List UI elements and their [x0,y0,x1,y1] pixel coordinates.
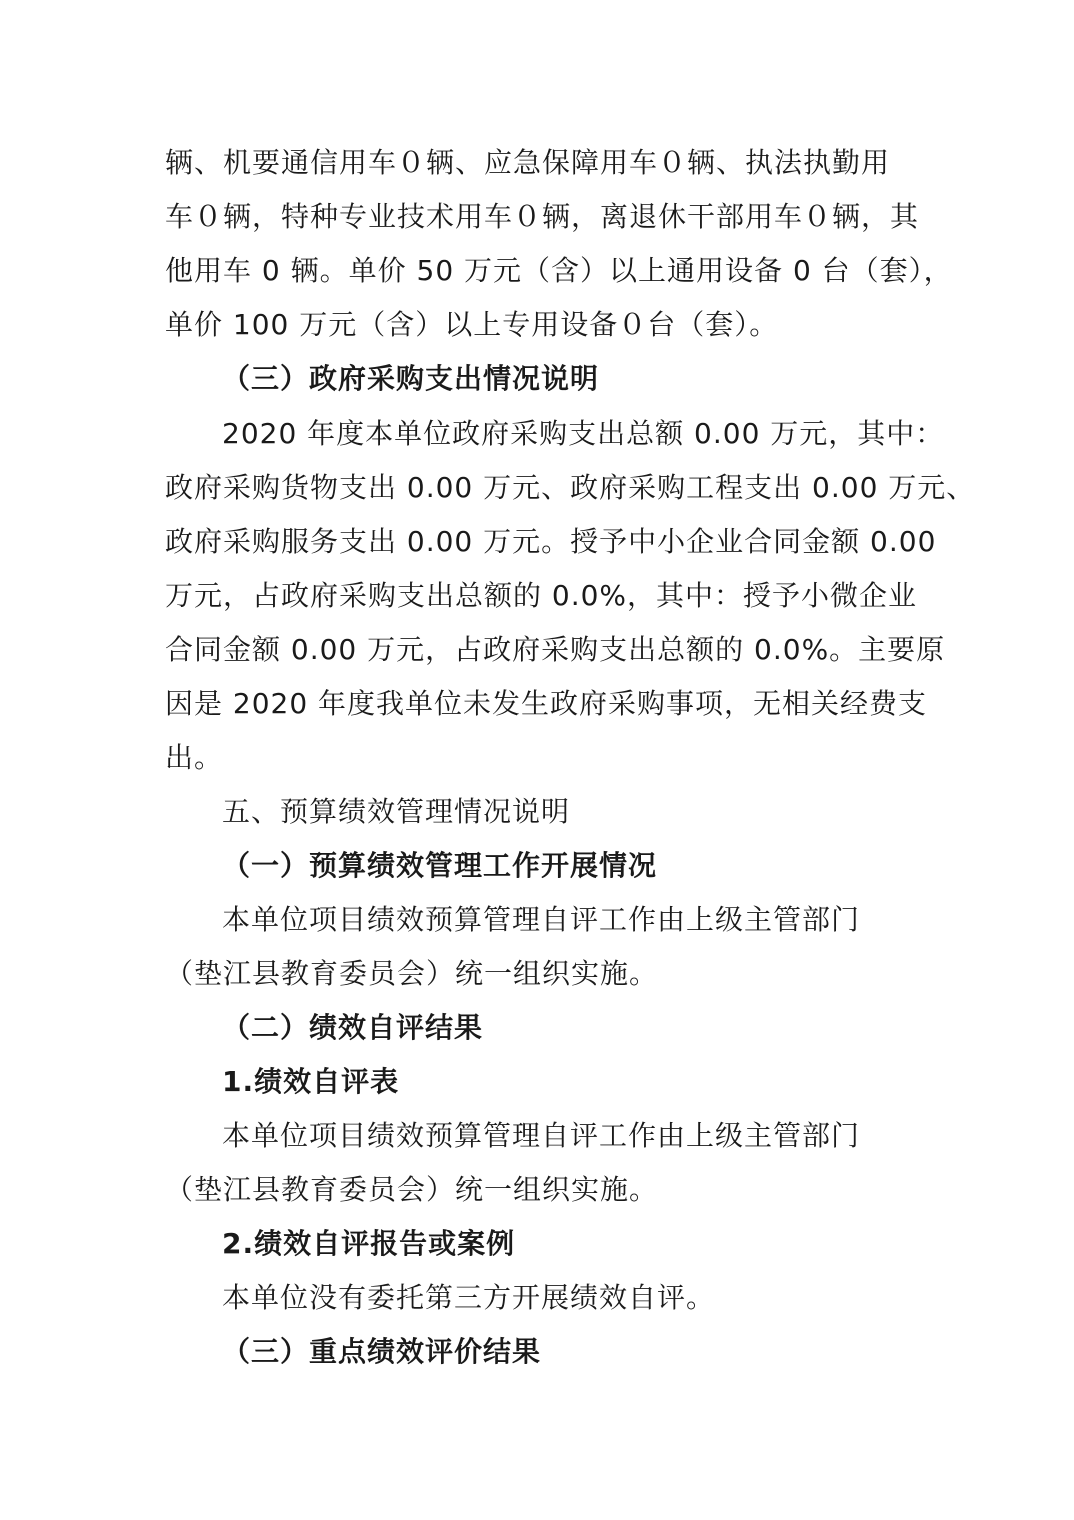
text-line: 出。 [165,741,224,774]
text-line: 政府采购服务支出 0.00 万元。授予中小企业合同金额 0.00 [165,525,937,558]
text-line: 本单位没有委托第三方开展绩效自评。 [222,1281,716,1314]
section-heading: （三）重点绩效评价结果 [222,1335,542,1368]
text-line: 2020 年度本单位政府采购支出总额 0.00 万元，其中： [222,417,945,450]
subsection-heading: 1.绩效自评表 [222,1065,400,1098]
text-line: 本单位项目绩效预算管理自评工作由上级主管部门 [222,903,861,936]
section-heading: （一）预算绩效管理工作开展情况 [222,849,658,882]
text-line: 本单位项目绩效预算管理自评工作由上级主管部门 [222,1119,861,1152]
text-line: （垫江县教育委员会）统一组织实施。 [165,1173,659,1206]
text-line: 辆、机要通信用车０辆、应急保障用车０辆、执法执勤用 [165,146,891,179]
text-line: 政府采购货物支出 0.00 万元、政府采购工程支出 0.00 万元、 [165,471,976,504]
text-line: 因是 2020 年度我单位未发生政府采购事项，无相关经费支 [165,687,928,720]
text-line: 合同金额 0.00 万元，占政府采购支出总额的 0.0%。主要原 [165,633,946,666]
text-line: 单价 100 万元（含）以上专用设备０台（套）。 [165,308,779,341]
text-line: 他用车 0 辆。单价 50 万元（含）以上通用设备 0 台（套）， [165,254,953,287]
text-line: （垫江县教育委员会）统一组织实施。 [165,957,659,990]
chapter-heading: 五、预算绩效管理情况说明 [222,795,571,828]
text-line: 万元，占政府采购支出总额的 0.0%，其中：授予小微企业 [165,579,918,612]
text-line: 车０辆，特种专业技术用车０辆，离退休干部用车０辆，其 [165,200,920,233]
section-heading: （三）政府采购支出情况说明 [222,362,600,395]
subsection-heading: 2.绩效自评报告或案例 [222,1227,516,1260]
section-heading: （二）绩效自评结果 [222,1011,484,1044]
